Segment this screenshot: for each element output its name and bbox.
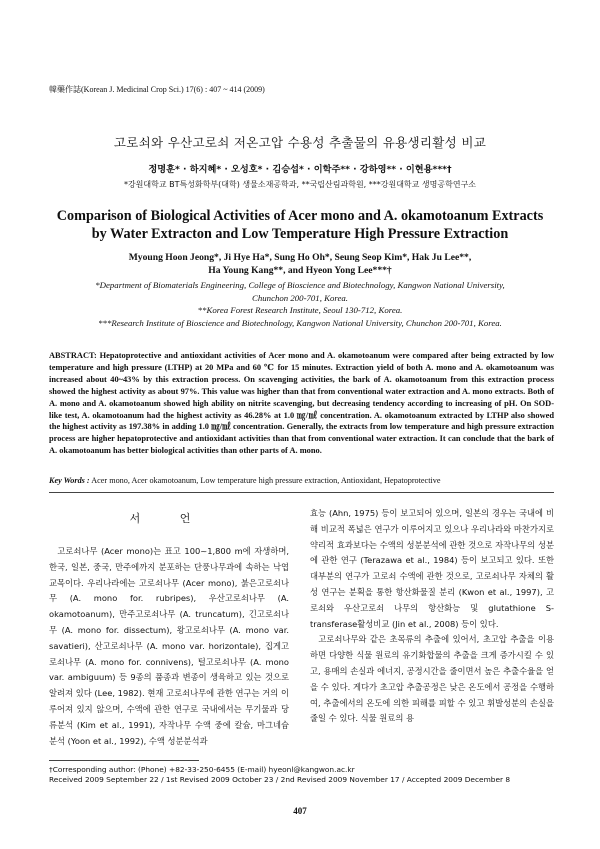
abstract-label: ABSTRACT: — [49, 351, 97, 360]
body-left-column — [49, 544, 289, 749]
received-dates: Received 2009 September 22 / 1st Revised 2009 October 23 / 2nd Revised 2009 November 17 / Accepted 2009 December 8 — [49, 775, 511, 784]
english-authors — [30, 251, 570, 277]
body-paragraph: 효능 (Ahn, 1975) 등이 보고되어 있으며, 일본의 경우는 국내에 비해 비교적 폭넓은 연구가 이루어지고 있으나 우리나라와 마찬가지로 약리적 효과보다는 수액의 성분분석에 관한 것으로 자작나무의 성분에 관한 연구 (Terazawa et al., 1984) 등이 보고되고 있다. 또한 대부분의 연구가 고로쇠 수액에 관한 것으로, 고로쇠나무 자체의 활성 연구는 분획을 통한 항산화물질 분리 (Kwon et al., 1997), 고로쇠와 우산고로쇠 나무의 항산화능 및 glutathione S-transferase활성비교 (Jin et al., 2008) 등이 있다. — [310, 508, 554, 629]
korean-title: 고로쇠와 우산고로쇠 저온고압 수용성 추출물의 유용생리활성 비교 — [113, 135, 487, 150]
page-number: 407 — [293, 806, 307, 816]
keywords — [49, 475, 554, 486]
affiliation-line-3: **Korea Forest Research Institute, Seoul 130-712, Korea. — [197, 305, 403, 315]
affiliation-line-2: Chunchon 200-701, Korea. — [252, 292, 348, 303]
keywords-text: Acer mono, Acer okamotoanum, Low temperature high pressure extraction, Antioxidant, Hepatoprotective — [91, 476, 441, 485]
footnote — [49, 765, 510, 785]
korean-authors: 정명훈* · 하지혜* · 오성호* · 김승섭* · 이학주** · 강하영** · 이현용***† — [148, 164, 452, 175]
keywords-label: Key Words : — [49, 476, 90, 485]
english-title — [30, 207, 570, 243]
affiliation-line-1: *Department of Biomaterials Engineering, College of Bioscience and Biotechnology, Kangwon National University, — [95, 280, 505, 290]
corresponding-author: †Corresponding author: (Phone) +82-33-250-6455 (E-mail) hyeonl@kangwon.ac.kr — [49, 765, 355, 774]
abstract-text: Hepatoprotective and antioxidant activities of Acer mono and A. okamotoanum were compared after being extracted by low temperature and high pressure (LTHP) at 20 MPa and 60 ℃ for 15 minutes. Extraction yield of both A. mono and A. okamotoanum was increased about 40~43% by this extraction process. On scavenging activities, the bark of A. okamotoanum from this extraction process showed the highest activity as about 97%. This value was higher than that from conventional water extraction and A. mono extracts. Both of A. mono and A. okamotoanum showed high ability on nitrite scavenging, but decreasing tendency according to increasing of pH. On SOD-like test, A. okamotoanum had the highest activity as 46.28% at 1.0 ㎎/㎖ concentration. A. okamotoanum extracted by LTHP also showed the highest activity as 197.38% in adding 1.0 ㎎/㎖ concentration. Generally, the extracts from low temperature and high pressure extraction process are higher hepatoprotective and antioxidant activities than that from conventional water extraction. It can conclude that the bark of A. okamotoanum has better biological activities than other parts of A. mono. — [49, 351, 554, 456]
korean-affiliation: *강원대학교 BT특성화학부(대학) 생물소재공학과, **국립산림과학원, ***강원대학교 생명공학연구소 — [123, 180, 477, 189]
footnote-divider — [49, 760, 199, 761]
english-authors-line-1: Myoung Hoon Jeong*, Ji Hye Ha*, Sung Ho Oh*, Seung Seop Kim*, Hak Ju Lee**, — [128, 252, 472, 263]
affiliation-line-4: ***Research Institute of Bioscience and Biotechnology, Kangwon National University, Chunchon 200-701, Korea. — [98, 317, 502, 328]
body-paragraph: 고로쇠나무 (Acer mono)는 표고 100~1,800 m에 자생하며, 한국, 일본, 중국, 만주에까지 분포하는 단풍나무과에 속하는 낙엽교목이다. 우리나라에는 고로쇠나무 (Acer mono), 붉은고로쇠나무 (A. mono for. rubripes), 우산고로쇠나무 (A. okamotoanum), 만주고로쇠나무 (A. truncatum), 긴고로쇠나무 (A. mono for. dissectum), 왕고로쇠나무 (A. mono var. savatieri), 산고로쇠나무 (A. mono var. horizontale), 집게고로쇠나무 (A. mono for. connivens), 털고로쇠나무 (A. mono var. ambiguum) 등 9종의 품종과 변종이 생육하고 있는 것으로 알려져 있다 (Lee, 1982). 현재 고로쇠나무에 관한 연구는 거의 이루어져 있지 않으며, 수액에 관한 연구로 국내에서는 무기물과 당류분석 (Kim et al., 1991), 자작나무 수액 중에 칼슘, 마그네슘 분석 (Yoon et al., 1992), 수액 성분분석과 — [49, 546, 289, 746]
body-right-column — [310, 506, 554, 727]
journal-header: 韓藥作誌(Korean J. Medicinal Crop Sci.) 17(6) : 407 ~ 414 (2009) — [49, 85, 265, 94]
divider — [49, 492, 554, 493]
body-paragraph: 고로쇠나무와 같은 초목류의 추출에 있어서, 초고압 추출을 이용하면 다양한 식물 원료의 유기화합물의 추출을 크게 증가시킬 수 있고, 용매의 손실과 에너지, 공정시간을 줄이면서 높은 추출수율을 얻을 수 있다. 게다가 초고압 추출공정은 낮은 온도에서 공정을 수행하여, 추출에서의 온도에 의한 피해를 피할 수 있고 휘발성분의 손실을 줄일 수 있다. 식물 원료의 용 — [310, 634, 554, 724]
english-title-line-2: by Water Extracton and Low Temperature High Pressure Extraction — [91, 226, 509, 242]
section-title: 서 언 — [129, 512, 209, 525]
abstract — [49, 350, 554, 457]
english-authors-line-2: Ha Young Kang**, and Hyeon Yong Lee***† — [208, 265, 392, 276]
english-title-line-1: Comparison of Biological Activities of Acer mono and A. okamotoanum Extracts — [56, 208, 544, 224]
english-affiliations — [30, 279, 570, 329]
